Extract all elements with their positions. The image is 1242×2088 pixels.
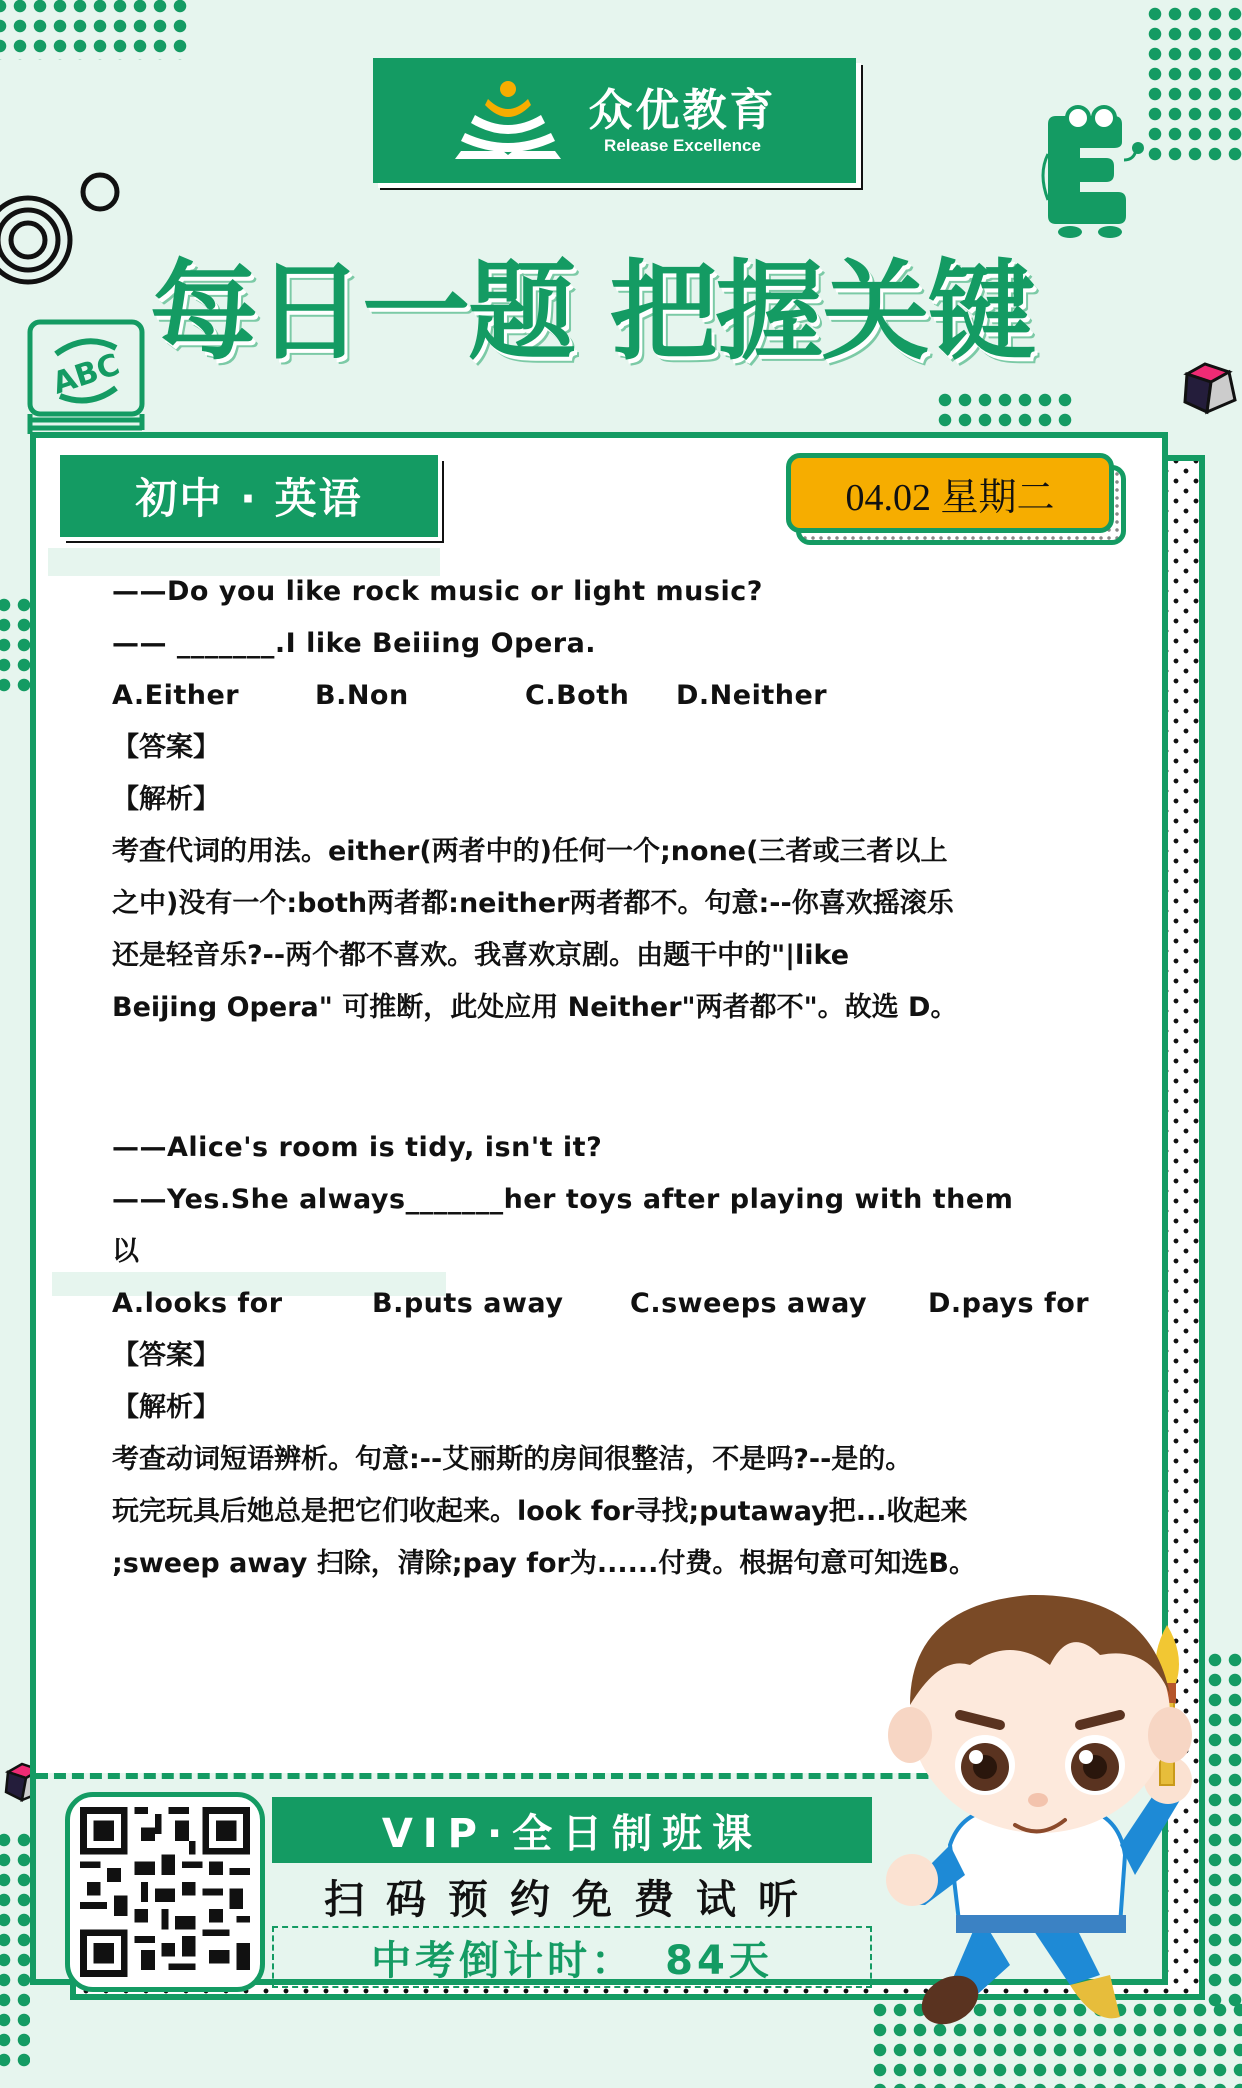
svg-text:ABC: ABC	[48, 347, 124, 402]
vip-course-banner: VIP·全日制班课	[272, 1797, 872, 1863]
option-c: C.Both	[525, 680, 630, 711]
option-c: C.sweeps away	[630, 1288, 868, 1319]
brand-name-cn: 众优教育	[588, 84, 777, 136]
analysis-line: 考查代词的用法。either(两者中的)任何一个;none(三者或三者以上	[112, 836, 948, 867]
option-a: A.Either	[112, 680, 240, 711]
analysis-line: 玩完玩具后她总是把它们收起来。look for寻找;putaway把...收起来	[112, 1496, 968, 1527]
exam-countdown	[272, 1926, 872, 1988]
dots-decoration-title-right	[935, 390, 1075, 432]
countdown-value: 84天	[665, 1937, 773, 1984]
options-row	[112, 1278, 1112, 1330]
cube-icon	[1183, 360, 1241, 416]
page-title: 每日一题 把握关键	[150, 250, 1034, 375]
brand-name-en: Release Excellence	[604, 135, 761, 155]
concentric-rings-icon	[0, 180, 90, 290]
question-line: —— _______.I like Beiiing Opera.	[112, 628, 597, 659]
analysis-line: 还是轻音乐?--两个都不喜欢。我喜欢京剧。由题干中的"|like	[112, 940, 850, 971]
question-line: ——Alice's room is tidy, isn't it?	[112, 1132, 603, 1163]
options-row	[112, 670, 1112, 722]
dots-decoration-right-bottom	[1205, 1650, 1242, 2010]
dots-decoration-left-bottom	[0, 1830, 30, 2070]
option-b: B.Non	[315, 680, 409, 711]
qr-code-icon	[80, 1807, 250, 1977]
brand-logo	[373, 58, 856, 183]
analysis-label: 【解析】	[112, 784, 220, 815]
answer-label: 【答案】	[112, 732, 220, 763]
analysis-line: 之中)没有一个:both两者都:neither两者都不。句意:--你喜欢摇滚乐	[112, 888, 954, 919]
analysis-line: 考查动词短语辨析。句意:--艾丽斯的房间很整洁，不是吗?--是的。	[112, 1444, 913, 1475]
book-tree-logo-icon	[453, 79, 563, 163]
answer-label: 【答案】	[112, 1340, 220, 1371]
analysis-label: 【解析】	[112, 1392, 220, 1423]
subject-tag: 初中 · 英语	[60, 455, 438, 537]
abc-book-icon	[26, 318, 150, 438]
question-line: 以	[112, 1236, 139, 1267]
scan-cta-text: 扫码预约免费试听	[324, 1876, 820, 1923]
analysis-line: ;sweep away 扫除，清除;pay for为......付费。根据句意可知选B。	[112, 1548, 976, 1579]
letter-e-character-icon	[1036, 104, 1146, 240]
option-a: A.looks for	[112, 1288, 283, 1319]
question-1	[112, 566, 1112, 1034]
option-d: D.Neither	[676, 680, 828, 711]
question-line: ——Yes.She always_______her toys after playing with them	[112, 1184, 1014, 1215]
question-2	[112, 1122, 1112, 1590]
dots-decoration-top-left	[0, 0, 190, 60]
dots-decoration-left-mid	[0, 595, 30, 695]
student-mascot-icon	[870, 1585, 1210, 2045]
questions-content	[112, 566, 1112, 1590]
analysis-line: Beijing Opera" 可推断，此处应用 Neither"两者都不"。故选 D。	[112, 992, 958, 1023]
dots-decoration-top-right	[1145, 4, 1242, 164]
option-d: D.pays for	[928, 1288, 1090, 1319]
qr-code[interactable]	[65, 1792, 265, 1992]
ring-icon	[78, 170, 122, 214]
question-line: ——Do you like rock music or light music?	[112, 576, 763, 607]
option-b: B.puts away	[372, 1288, 564, 1319]
date-badge: 04.02 星期二	[786, 453, 1114, 533]
countdown-label: 中考倒计时：	[371, 1937, 636, 1984]
